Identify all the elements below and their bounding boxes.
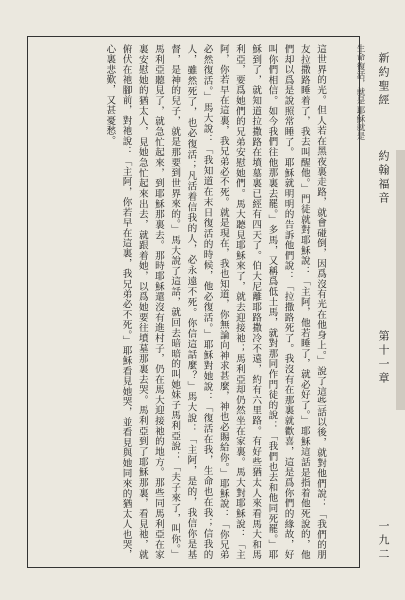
page-number: 一九二	[377, 520, 390, 562]
book-title: 新約聖經	[377, 52, 390, 108]
chapter-heading: 第十一章	[377, 330, 390, 386]
page-edge-tab	[396, 150, 405, 410]
scripture-paragraph: 這世界的光。但人若在黑夜裏走路，就會碰倒，因爲沒有光在他身上。」說了這些話以後，就對他們說：「我們的朋友拉撒路睡着了，我去叫醒他。」門徒就對耶穌說：「主阿，他若睡了，就必好了。」耶穌這話是指着他死說的，他們却以爲是說照常睡了。耶穌就明明的告訴他們說：「拉撒路死了。我沒有在那裏就歡喜，這是爲你們的緣故，好叫你們相信。如今我們往他那裏去罷。」多馬，又稱爲低土馬，就對那同作門徒的說：「我們也去和他同死罷。」耶穌到了，就知道拉撒路在墳墓裏已經有四天了。伯大尼離耶路撒冷不遠，約有六里路。有好些猶太人來看馬大和馬利亞，要爲她們的兄弟安慰她們。馬大聽見耶穌來了，就去迎接祂；馬利亞却仍然坐在家裏。馬大對耶穌說：「主阿，你若早在這裏，我兄弟必不死。就是現在，我也知道，你無論向神求甚麼，神也必賜給你。」耶穌說：「你兄弟必然復活。」馬大說：「我知道在末日復活的時候，他必復活。」耶穌對她說：「復活在我，生命也在我；信我的人，雖然死了，也必復活；凡活着信我的人，必永遠不死。你信這話麼？」馬大說：「主阿，是的，我信你是基督，是神的兒子，就是那要到世界來的。」馬大說了這話，就回去暗暗的叫她妹子馬利亞說：「夫子來了，叫你。」馬利亞聽見了，就急忙起來，到耶穌那裏去。那時耶穌還沒有進村子，仍在馬大迎接祂的地方。那些同馬利亞在家裏安慰她的猶太人，見她急忙起來出去，就跟着她，以爲她要往墳墓那裏去哭。馬利亞到了耶穌那裏，看見祂，就俯伏在祂腳前，對祂說：「主阿，你若早在這裏，我兄弟必不死。」耶穌看見她哭，並看見與她同來的猶太人也哭，心裏悲歎，又甚憂愁。	[104, 44, 326, 560]
margin-note-line: 復活，就是	[355, 62, 365, 105]
margin-note-line: 耶穌就是	[355, 105, 365, 140]
margin-note-line: 生命	[355, 44, 365, 61]
margin-note	[355, 44, 365, 140]
section-title: 約翰福音	[377, 150, 390, 206]
scripture-text	[33, 44, 328, 560]
